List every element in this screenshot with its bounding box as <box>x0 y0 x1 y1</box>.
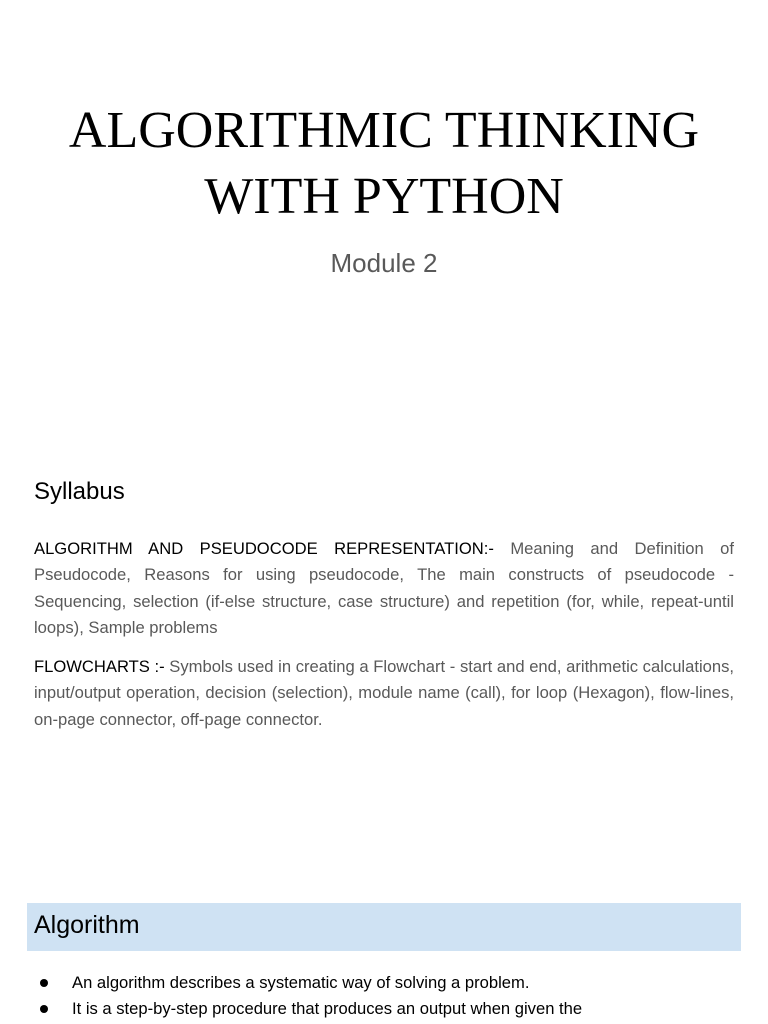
bullet-icon <box>40 1005 48 1013</box>
algorithm-bullet-list <box>34 970 734 1022</box>
syllabus-paragraph-algorithm <box>34 536 734 642</box>
title-line-2: WITH PYTHON <box>204 168 564 225</box>
bullet-text: It is a step-by-step procedure that produces an output when given the <box>72 999 583 1018</box>
syllabus-paragraph-flowcharts <box>34 654 734 733</box>
paragraph-lead: FLOWCHARTS :- <box>34 657 165 676</box>
algorithm-section-header <box>27 903 741 951</box>
syllabus-heading: Syllabus <box>34 478 125 505</box>
paragraph-body: Meaning and Definition of Pseudocode, Reasons for using pseudocode, The main constructs of pseudocode - Sequencing, selection (if-else structure, case structure) and repetition (for, while, repeat-until loops), Sample problems <box>34 539 734 638</box>
bullet-icon <box>40 979 48 987</box>
list-item <box>34 970 734 996</box>
algorithm-heading: Algorithm <box>34 911 140 939</box>
document-title <box>0 98 768 230</box>
paragraph-body: Symbols used in creating a Flowchart - start and end, arithmetic calculations, input/output operation, decision (selection), module name (call), for loop (Hexagon), flow-lines, on-page connector, off-page connector. <box>34 657 735 729</box>
bullet-text: An algorithm describes a systematic way of solving a problem. <box>72 973 530 992</box>
title-line-1: ALGORITHMIC THINKING <box>68 102 700 159</box>
list-item <box>34 996 734 1022</box>
module-subtitle: Module 2 <box>330 248 438 278</box>
paragraph-lead: ALGORITHM AND PSEUDOCODE REPRESENTATION:- <box>34 539 494 558</box>
